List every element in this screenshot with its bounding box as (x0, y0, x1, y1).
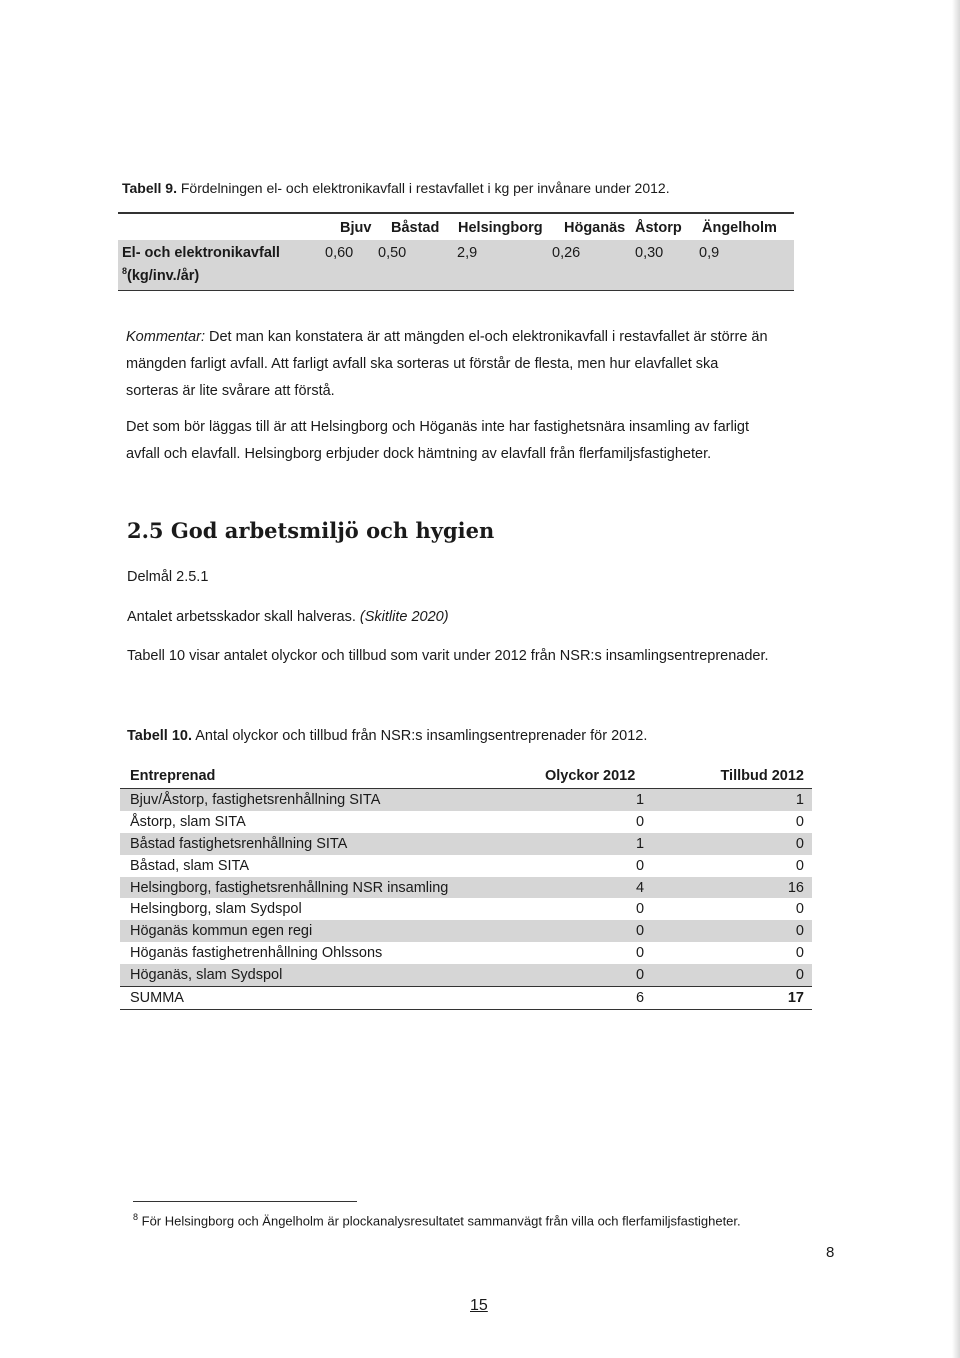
tillbud-cell: 0 (795, 813, 804, 830)
table9-value-bastad: 0,50 (378, 245, 407, 261)
entreprenad-cell: Höganäs kommun egen regi (130, 923, 313, 940)
table-row (120, 877, 812, 899)
table10-caption-text: Antal olyckor och tillbud från NSR:s insamlingsentreprenader för 2012. (192, 728, 648, 744)
table9-col-bastad: Båstad (391, 220, 440, 236)
table10-caption-label: Tabell 10. (127, 728, 193, 744)
olyckor-cell: 1 (635, 792, 645, 808)
table9-footnote-ref: 8 (122, 266, 128, 276)
olyckor-cell: 0 (635, 901, 645, 918)
table9-value-angelholm: 0,9 (699, 245, 720, 261)
table9-caption-label: Tabell 9. (122, 180, 177, 196)
tillbud-cell: 1 (795, 792, 804, 808)
table9-caption (122, 180, 670, 196)
tillbud-cell: 0 (795, 857, 804, 874)
comment-line-2: mängden farligt avfall. Att farligt avfall ska sorteras ut förstår de flesta, men hur elavfallet ska (126, 356, 719, 372)
entreprenad-cell: Höganäs fastighetrenhållning Ohlssons (130, 945, 383, 962)
tillbud-cell: 0 (795, 923, 804, 940)
table9-col-astorp: Åstorp (635, 220, 682, 236)
entreprenad-cell: Höganäs, slam Sydspol (130, 967, 283, 984)
table10-caption (127, 728, 647, 744)
footnote (133, 1212, 741, 1228)
footnote-marker: 8 (133, 1212, 139, 1222)
bottom-page-number: 15 (470, 1297, 488, 1314)
table-row (120, 811, 812, 833)
table9-row-label-line2 (122, 266, 199, 284)
table10-sum-row (120, 986, 812, 1010)
page-edge-shadow (952, 0, 960, 1358)
comment-line-3: sorteras är lite svårare att förstå. (126, 383, 335, 399)
table-row (120, 920, 812, 942)
table10-header-row (120, 764, 812, 789)
olyckor-cell: 0 (635, 813, 645, 830)
comment-label: Kommentar: (126, 329, 205, 345)
table-row (120, 833, 812, 855)
goal-text (127, 609, 449, 625)
entreprenad-cell: Helsingborg, fastighetsrenhållning NSR insamling (130, 879, 449, 896)
olyckor-cell: 1 (635, 835, 645, 852)
goal-statement: Antalet arbetsskador skall halveras. (127, 609, 360, 625)
entreprenad-cell: Helsingborg, slam Sydspol (130, 901, 302, 918)
olyckor-cell: 0 (635, 967, 645, 984)
comment-text-1: Det man kan konstatera är att mängden el-och elektronikavfall i restavfallet är större än (204, 329, 768, 345)
olyckor-cell: 0 (635, 923, 645, 940)
table9-header-row (118, 214, 794, 240)
paragraph-2 (126, 414, 846, 468)
table9-row-unit: (kg/inv./år) (127, 267, 200, 284)
table10 (120, 764, 812, 1010)
paragraph-2-line-2: avfall och elavfall. Helsingborg erbjuder dock hämtning av elavfall från flerfamiljsfastigheter. (126, 446, 712, 462)
footnote-separator (133, 1201, 357, 1202)
table9-value-bjuv: 0,60 (325, 245, 354, 261)
entreprenad-cell: Båstad, slam SITA (130, 857, 249, 874)
table-row (120, 789, 812, 811)
sum-tillbud: 17 (787, 990, 804, 1007)
olyckor-cell: 4 (635, 879, 645, 896)
table-row (120, 855, 812, 877)
comment-paragraph (126, 324, 846, 405)
goal-source: (Skitlite 2020) (359, 609, 449, 625)
paragraph-2-line-1: Det som bör läggas till är att Helsingborg och Höganäs inte har fastighetsnära insamling av farligt (126, 419, 750, 435)
entreprenad-cell: Båstad fastighetsrenhållning SITA (130, 835, 348, 852)
tillbud-cell: 0 (795, 901, 804, 918)
table9-col-angelholm: Ängelholm (702, 220, 777, 236)
tillbud-cell: 0 (795, 967, 804, 984)
table10-header-olyckor: Olyckor 2012 (545, 768, 636, 784)
table9-row-label-line1: El- och elektronikavfall (122, 245, 280, 261)
table-row (120, 942, 812, 964)
page-number: 8 (826, 1244, 835, 1261)
table-row (120, 964, 812, 986)
table9-value-helsingborg: 2,9 (457, 245, 478, 261)
table9-data-row (118, 240, 794, 290)
table-row (120, 898, 812, 920)
sum-label: SUMMA (130, 990, 184, 1007)
table9-caption-text: Fördelningen el- och elektronikavfall i restavfallet i kg per invånare under 2012. (176, 180, 670, 196)
tillbud-cell: 16 (787, 879, 804, 896)
table9-col-hoganas: Höganäs (564, 220, 626, 236)
section-heading: 2.5 God arbetsmiljö och hygien (127, 518, 495, 543)
table10-intro: Tabell 10 visar antalet olyckor och tillbud som varit under 2012 från NSR:s insamlingsentreprenader. (127, 648, 769, 664)
table10-header-tillbud: Tillbud 2012 (720, 768, 804, 784)
table9-bottom-rule (118, 290, 794, 291)
tillbud-cell: 0 (795, 945, 804, 962)
sum-olyckor: 6 (635, 990, 645, 1007)
entreprenad-cell: Bjuv/Åstorp, fastighetsrenhållning SITA (130, 792, 381, 808)
comment-line-1 (126, 324, 846, 351)
footnote-text: För Helsingborg och Ängelholm är plockanalysresultatet sammanvägt från villa och flerfamiljsfastigheter. (138, 1213, 741, 1229)
table10-header-entreprenad: Entreprenad (130, 768, 216, 784)
subgoal-label: Delmål 2.5.1 (127, 569, 209, 585)
table9-col-helsingborg: Helsingborg (458, 220, 543, 236)
table9-value-hoganas: 0,26 (552, 245, 581, 261)
tillbud-cell: 0 (795, 835, 804, 852)
table9-col-bjuv: Bjuv (340, 220, 372, 236)
olyckor-cell: 0 (635, 857, 645, 874)
table9 (118, 212, 794, 291)
entreprenad-cell: Åstorp, slam SITA (130, 813, 246, 830)
olyckor-cell: 0 (635, 945, 645, 962)
table9-value-astorp: 0,30 (635, 245, 664, 261)
